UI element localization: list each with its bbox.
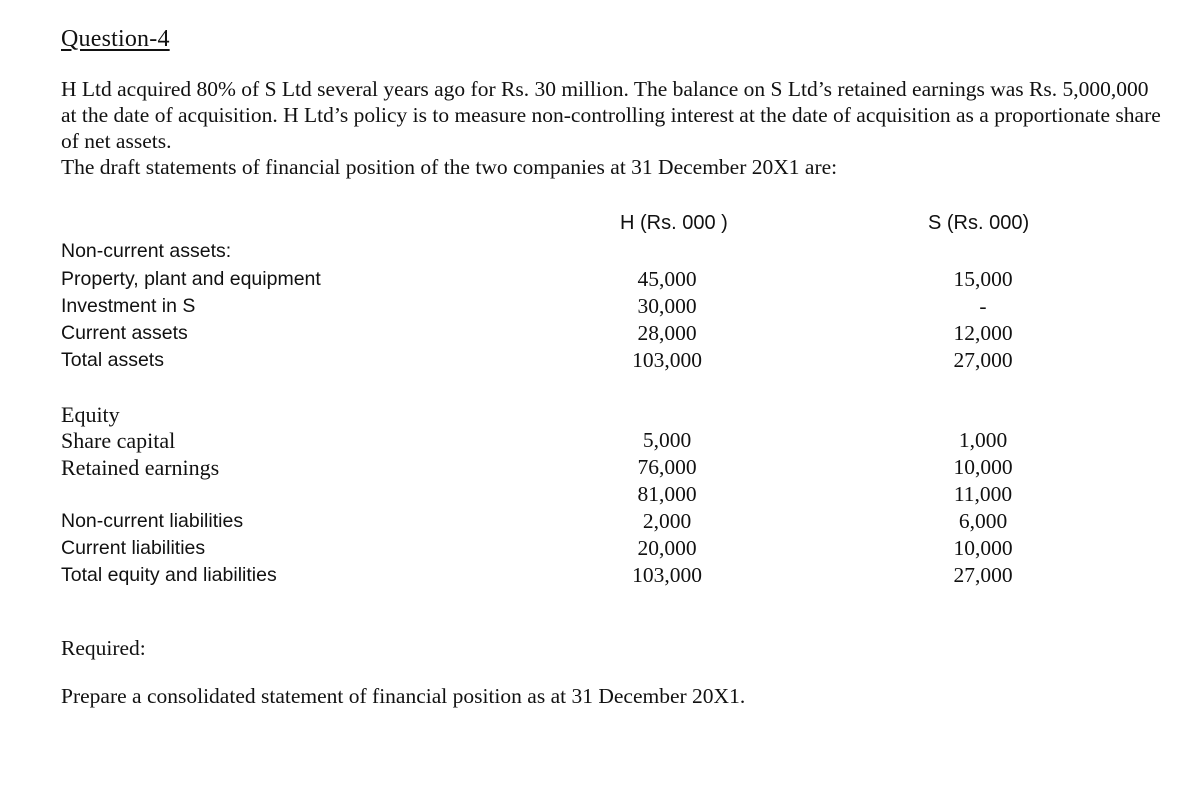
question-intro [61, 76, 1166, 180]
row-value-s-total-assets: 27,000 [953, 348, 1013, 372]
column-header-s: S (Rs. 000) [928, 212, 1030, 234]
row-value-s-ppe: 15,000 [953, 267, 1013, 291]
row-value-s-equity-subtotal: 11,000 [953, 482, 1013, 506]
row-label-total-assets: Total assets [61, 349, 164, 371]
non-current-assets-header: Non-current assets: [61, 240, 232, 262]
question-heading: Question-4 [61, 26, 170, 52]
required-label: Required: [61, 636, 146, 660]
row-label-retained-earnings: Retained earnings [61, 455, 220, 480]
row-value-h-total-assets: 103,000 [632, 348, 702, 372]
row-value-h-ppe: 45,000 [637, 267, 697, 291]
intro-paragraph-2: The draft statements of financial position of the two companies at 31 December 20X1 are: [61, 155, 838, 179]
row-value-h-current-assets: 28,000 [637, 321, 697, 345]
row-value-h-non-current-liabilities: 2,000 [642, 509, 692, 533]
row-value-h-retained-earnings: 76,000 [637, 455, 697, 479]
row-value-s-retained-earnings: 10,000 [953, 455, 1013, 479]
row-value-s-share-capital: 1,000 [958, 428, 1008, 452]
row-label-investment: Investment in S [61, 295, 196, 317]
row-value-h-equity-subtotal: 81,000 [637, 482, 697, 506]
required-text: Prepare a consolidated statement of financial position as at 31 December 20X1. [61, 684, 746, 708]
row-value-s-current-liabilities: 10,000 [953, 536, 1013, 560]
row-value-s-investment: - [979, 294, 987, 318]
row-value-s-current-assets: 12,000 [953, 321, 1013, 345]
intro-paragraph-1: H Ltd acquired 80% of S Ltd several years ago for Rs. 30 million. The balance on S Ltd’s retained earnings was Rs. 5,000,000 at the date of acquisition. H Ltd’s policy is to measure non-controlling interest at the date of acquisition as a proportionate share of net assets. [61, 77, 1161, 153]
row-value-s-total-equity-liabilities: 27,000 [953, 563, 1013, 587]
row-value-h-total-equity-liabilities: 103,000 [632, 563, 702, 587]
row-label-ppe: Property, plant and equipment [61, 268, 321, 290]
row-label-total-equity-liabilities: Total equity and liabilities [61, 564, 277, 586]
row-value-h-current-liabilities: 20,000 [637, 536, 697, 560]
row-value-h-share-capital: 5,000 [642, 428, 692, 452]
row-label-share-capital: Share capital [61, 428, 176, 453]
row-value-s-non-current-liabilities: 6,000 [958, 509, 1008, 533]
row-value-h-investment: 30,000 [637, 294, 697, 318]
row-label-equity: Equity [61, 402, 120, 427]
column-header-h: H (Rs. 000 ) [620, 212, 728, 234]
row-label-current-assets: Current assets [61, 322, 188, 344]
row-label-current-liabilities: Current liabilities [61, 537, 206, 559]
row-label-non-current-liabilities: Non-current liabilities [61, 510, 244, 532]
